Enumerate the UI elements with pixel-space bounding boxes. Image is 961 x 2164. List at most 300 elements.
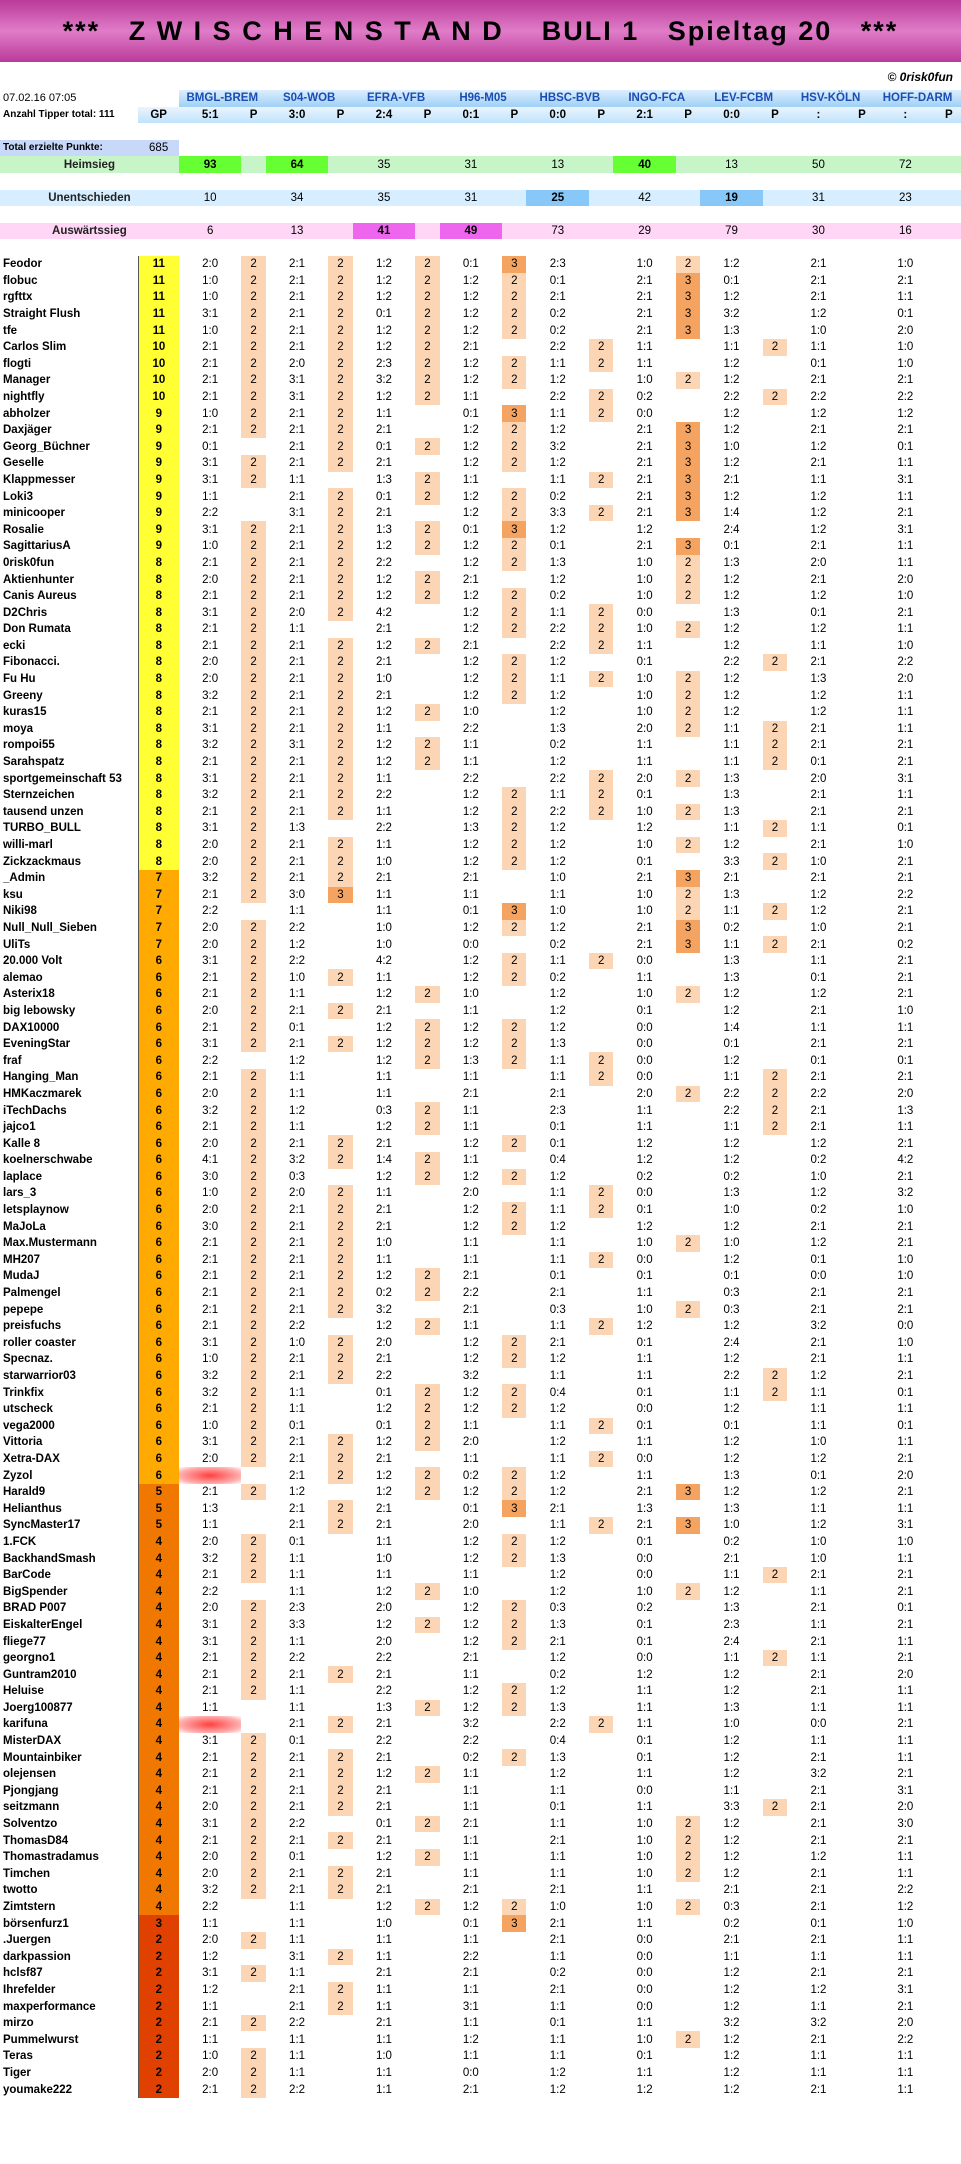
player-tip: 2:1 — [289, 1768, 306, 1781]
player-tip: 1:1 — [202, 2033, 219, 2046]
player-tip: 0:3 — [723, 1303, 740, 1316]
player-points: 2 — [241, 1152, 265, 1169]
player-tip: 1:3 — [549, 1552, 566, 1565]
player-tip: 1:1 — [289, 2050, 306, 2063]
player-tip: 1:1 — [636, 1685, 653, 1698]
player-points — [502, 1069, 526, 1086]
player-points — [937, 1783, 961, 1800]
player-row — [0, 1252, 961, 1269]
player-name: Sternzeichen — [3, 789, 75, 802]
player-points — [850, 1102, 874, 1119]
player-tip: 2:1 — [549, 1287, 566, 1300]
player-tip: 2:1 — [289, 2000, 306, 2013]
player-points — [415, 870, 439, 887]
player-points — [502, 936, 526, 953]
player-tip: 0:1 — [810, 1054, 827, 1067]
player-points — [589, 853, 613, 870]
player-tip: 1:1 — [897, 1552, 914, 1565]
player-points — [415, 936, 439, 953]
player-tip: 2:1 — [636, 921, 653, 934]
player-points — [415, 1135, 439, 1152]
player-tip: 1:1 — [897, 1950, 914, 1963]
player-tip: 3:1 — [897, 473, 914, 486]
player-points — [676, 1733, 700, 1750]
player-tip: 0:1 — [636, 1751, 653, 1764]
player-points: 2 — [241, 1749, 265, 1766]
player-tip: 2:4 — [723, 1635, 740, 1648]
player-tip: 1:0 — [636, 1818, 653, 1831]
player-points — [589, 521, 613, 538]
player-tip: 1:1 — [810, 1386, 827, 1399]
player-tip: 1:0 — [636, 590, 653, 603]
player-name: BigSpender — [3, 1585, 68, 1598]
player-tip: 1:1 — [462, 1071, 479, 1084]
player-tip: 1:1 — [810, 639, 827, 652]
player-points — [589, 1368, 613, 1385]
player-points — [937, 356, 961, 373]
player-points — [589, 986, 613, 1003]
player-tip: 3:1 — [202, 606, 219, 619]
player-tip: 0:0 — [636, 1452, 653, 1465]
player-name: flobuc — [3, 274, 38, 287]
player-tip: 2:2 — [289, 955, 306, 968]
player-tip: 1:2 — [375, 1901, 392, 1914]
player-points: 3 — [676, 870, 700, 887]
player-tip: 2:0 — [897, 324, 914, 337]
player-tip: 2:1 — [636, 440, 653, 453]
player-points — [415, 1534, 439, 1551]
player-points: 2 — [241, 1368, 265, 1385]
player-tip: 2:1 — [202, 888, 219, 901]
player-points: 2 — [328, 1949, 352, 1966]
player-gp: 8 — [138, 654, 178, 671]
player-points: 2 — [502, 538, 526, 555]
player-tip: 1:1 — [810, 1502, 827, 1515]
player-points — [850, 1617, 874, 1634]
player-points: 2 — [241, 588, 265, 605]
player-points — [415, 969, 439, 986]
player-gp: 2 — [138, 1982, 178, 1999]
player-gp: 4 — [138, 1700, 178, 1717]
player-points — [415, 1799, 439, 1816]
player-row — [0, 1766, 961, 1783]
player-row — [0, 1517, 961, 1534]
player-name: .Juergen — [3, 1934, 51, 1947]
player-row — [0, 256, 961, 273]
player-points — [328, 820, 352, 837]
player-tip: 2:1 — [810, 1834, 827, 1847]
player-tip: 2:2 — [462, 772, 479, 785]
player-points — [763, 638, 787, 655]
player-points: 2 — [502, 306, 526, 323]
player-tip: 2:1 — [375, 1668, 392, 1681]
player-points — [937, 2048, 961, 2065]
player-tip: 2:1 — [897, 988, 914, 1001]
player-tip: 2:1 — [897, 1585, 914, 1598]
player-points — [415, 853, 439, 870]
player-tip: 0:3 — [723, 1901, 740, 1914]
player-tip: 2:2 — [289, 1320, 306, 1333]
player-points — [850, 1401, 874, 1418]
player-points — [328, 1384, 352, 1401]
player-points — [763, 2065, 787, 2082]
player-tip: 2:1 — [375, 1801, 392, 1814]
player-tip: 1:1 — [723, 905, 740, 918]
player-tip: 1:1 — [462, 1452, 479, 1465]
player-name: EiskalterEngel — [3, 1618, 83, 1631]
player-points: 2 — [415, 1583, 439, 1600]
player-points — [415, 2015, 439, 2032]
player-points — [763, 1534, 787, 1551]
player-tip: 2:1 — [897, 424, 914, 437]
player-points: 2 — [328, 289, 352, 306]
player-tip: 2:1 — [636, 424, 653, 437]
player-points — [763, 2048, 787, 2065]
player-tip: 2:0 — [289, 606, 306, 619]
player-points — [850, 1451, 874, 1468]
player-name: ksu — [3, 888, 23, 901]
player-tip: 1:2 — [897, 407, 914, 420]
player-tip: 1:1 — [810, 2000, 827, 2013]
player-name: Georg_Büchner — [3, 440, 90, 453]
player-points: 2 — [676, 804, 700, 821]
player-tip: 2:0 — [202, 1801, 219, 1814]
player-points — [676, 1998, 700, 2015]
player-tip: 2:1 — [202, 756, 219, 769]
player-row — [0, 1583, 961, 1600]
player-points — [589, 1949, 613, 1966]
player-points: 2 — [328, 1235, 352, 1252]
player-points: 2 — [676, 1583, 700, 1600]
player-points — [415, 770, 439, 787]
player-points — [763, 887, 787, 904]
player-points — [328, 953, 352, 970]
player-tip: 3:1 — [462, 2000, 479, 2013]
player-tip: 1:2 — [549, 1436, 566, 1449]
player-points: 2 — [415, 438, 439, 455]
player-points — [328, 2031, 352, 2048]
player-tip: 1:1 — [289, 1087, 306, 1100]
player-points — [763, 2081, 787, 2098]
player-points — [589, 588, 613, 605]
player-tip: 3:1 — [202, 822, 219, 835]
player-points — [937, 1700, 961, 1717]
player-tip: 2:3 — [723, 1618, 740, 1631]
player-tip: 2:1 — [810, 722, 827, 735]
player-points — [589, 1401, 613, 1418]
stats-pad — [502, 156, 526, 173]
player-points — [850, 1384, 874, 1401]
player-points — [676, 339, 700, 356]
player-tip: 1:2 — [723, 1486, 740, 1499]
player-tip: 2:1 — [810, 1353, 827, 1366]
player-tip: 2:0 — [202, 673, 219, 686]
player-points — [589, 2015, 613, 2032]
player-tip: 1:1 — [202, 1917, 219, 1930]
player-tip: 1:2 — [549, 855, 566, 868]
player-tip: 1:1 — [897, 623, 914, 636]
stats-value: 41 — [353, 223, 416, 240]
player-tip: 2:1 — [810, 258, 827, 271]
player-tip: 1:3 — [549, 1751, 566, 1764]
player-gp: 2 — [138, 1965, 178, 1982]
player-tip: 2:2 — [375, 1370, 392, 1383]
player-points — [415, 1185, 439, 1202]
player-points: 2 — [502, 1401, 526, 1418]
player-points — [241, 1899, 265, 1916]
player-tip: 1:2 — [723, 357, 740, 370]
player-tip: 1:1 — [375, 805, 392, 818]
player-name: Solventzo — [3, 1818, 58, 1831]
player-points: 2 — [241, 1733, 265, 1750]
player-tip: 2:2 — [723, 1087, 740, 1100]
player-points — [589, 721, 613, 738]
player-points: 2 — [241, 953, 265, 970]
player-points: 2 — [415, 472, 439, 489]
player-tip: 1:2 — [375, 573, 392, 586]
player-points — [676, 1335, 700, 1352]
player-tip: 2:1 — [810, 1867, 827, 1880]
player-row — [0, 1816, 961, 1833]
player-tip: 1:2 — [723, 1768, 740, 1781]
player-tip: 2:1 — [202, 1287, 219, 1300]
stats-pad — [763, 156, 787, 173]
player-points — [502, 1783, 526, 1800]
player-row — [0, 289, 961, 306]
player-row — [0, 2048, 961, 2065]
player-points — [502, 1949, 526, 1966]
player-points: 2 — [241, 1268, 265, 1285]
player-tip: 4:2 — [897, 1154, 914, 1167]
player-points — [763, 273, 787, 290]
player-points: 2 — [415, 1268, 439, 1285]
player-tip: 4:2 — [375, 606, 392, 619]
player-tip: 1:1 — [549, 955, 566, 968]
player-gp: 7 — [138, 887, 178, 904]
player-tip: 1:1 — [723, 1569, 740, 1582]
player-points — [589, 837, 613, 854]
player-points — [850, 1998, 874, 2015]
player-points — [328, 1700, 352, 1717]
player-gp: 4 — [138, 1749, 178, 1766]
player-points — [328, 1915, 352, 1932]
player-tip: 0:1 — [375, 308, 392, 321]
player-points — [937, 588, 961, 605]
player-tip: 1:2 — [375, 1121, 392, 1134]
player-tip: 1:0 — [289, 971, 306, 984]
player-points — [676, 1716, 700, 1733]
player-points: 2 — [502, 372, 526, 389]
player-points — [676, 1749, 700, 1766]
stats-pad — [937, 190, 961, 207]
empty-cell — [526, 140, 589, 157]
player-name: Don Rumata — [3, 623, 71, 636]
player-row — [0, 969, 961, 986]
player-row — [0, 389, 961, 406]
player-tip: 1:1 — [723, 1652, 740, 1665]
player-tip: 1:1 — [375, 2066, 392, 2079]
player-tip: 0:2 — [549, 971, 566, 984]
player-gp: 6 — [138, 1318, 178, 1335]
player-points — [676, 1965, 700, 1982]
player-points: 2 — [415, 389, 439, 406]
player-points — [763, 953, 787, 970]
player-tip: 1:1 — [810, 473, 827, 486]
player-tip: 1:1 — [810, 1021, 827, 1034]
player-gp: 4 — [138, 1766, 178, 1783]
player-gp: 2 — [138, 1949, 178, 1966]
player-points — [850, 737, 874, 754]
player-tip: 1:0 — [636, 623, 653, 636]
stats-pad — [415, 156, 439, 173]
player-name: D2Chris — [3, 606, 48, 619]
player-tip: 1:2 — [723, 1220, 740, 1233]
player-points — [676, 1617, 700, 1634]
player-tip: 2:1 — [289, 756, 306, 769]
player-tip: 2:1 — [202, 1668, 219, 1681]
player-points — [241, 438, 265, 455]
player-points — [937, 969, 961, 986]
player-tip: 2:1 — [375, 689, 392, 702]
player-points — [850, 588, 874, 605]
player-points: 2 — [241, 986, 265, 1003]
player-name: Tiger — [3, 2066, 31, 2079]
player-points — [502, 1517, 526, 1534]
player-tip: 1:1 — [897, 689, 914, 702]
player-points — [589, 1932, 613, 1949]
match-name: HOFF-DARM — [874, 90, 961, 107]
player-tip: 1:1 — [549, 789, 566, 802]
player-points — [589, 820, 613, 837]
player-tip: 1:1 — [897, 2066, 914, 2079]
player-points: 2 — [763, 389, 787, 406]
player-points: 2 — [763, 721, 787, 738]
player-tip: 1:2 — [723, 291, 740, 304]
stats-value: 10 — [179, 190, 242, 207]
player-tip: 1:1 — [897, 2050, 914, 2063]
player-points — [589, 887, 613, 904]
player-points — [241, 1467, 265, 1484]
player-tip: 0:1 — [375, 490, 392, 503]
player-points — [850, 405, 874, 422]
player-name: Feodor — [3, 258, 42, 271]
player-tip: 1:3 — [897, 1104, 914, 1117]
player-tip: 0:2 — [636, 1170, 653, 1183]
player-tip: 1:1 — [375, 407, 392, 420]
player-points — [937, 1235, 961, 1252]
player-tip: 0:2 — [549, 1668, 566, 1681]
player-tip: 1:1 — [897, 556, 914, 569]
player-points — [850, 969, 874, 986]
player-points: 2 — [328, 538, 352, 555]
player-points — [415, 787, 439, 804]
player-row — [0, 339, 961, 356]
stats-pad — [676, 223, 700, 240]
player-tip: 1:2 — [375, 1403, 392, 1416]
player-name: Hanging_Man — [3, 1071, 79, 1084]
player-gp: 10 — [138, 339, 178, 356]
player-points: 2 — [241, 837, 265, 854]
player-tip: 0:1 — [636, 1270, 653, 1283]
player-tip: 0:1 — [636, 1336, 653, 1349]
stats-value: 49 — [440, 223, 503, 240]
player-tip: 2:0 — [202, 1087, 219, 1100]
player-points — [937, 1484, 961, 1501]
player-points: 2 — [763, 1650, 787, 1667]
player-tip: 1:1 — [462, 1668, 479, 1681]
player-tip: 1:1 — [375, 971, 392, 984]
player-points — [328, 1965, 352, 1982]
player-tip: 2:2 — [549, 772, 566, 785]
player-tip: 1:3 — [375, 473, 392, 486]
player-tip: 1:1 — [636, 357, 653, 370]
player-tip: 1:1 — [810, 1403, 827, 1416]
player-tip: 1:2 — [375, 1436, 392, 1449]
player-row — [0, 505, 961, 522]
player-tip: 1:1 — [462, 1121, 479, 1134]
player-tip: 1:2 — [289, 1104, 306, 1117]
player-tip — [179, 1716, 242, 1733]
player-points — [676, 754, 700, 771]
player-points: 2 — [676, 986, 700, 1003]
player-tip: 3:1 — [202, 1635, 219, 1648]
player-points — [937, 1202, 961, 1219]
player-tip: 0:1 — [636, 1204, 653, 1217]
player-points — [589, 2048, 613, 2065]
player-tip: 1:2 — [636, 1320, 653, 1333]
player-tip: 0:0 — [636, 955, 653, 968]
player-points: 2 — [502, 322, 526, 339]
player-gp: 7 — [138, 920, 178, 937]
player-points — [676, 953, 700, 970]
player-tip: 1:1 — [462, 1419, 479, 1432]
player-points — [676, 1102, 700, 1119]
player-gp: 8 — [138, 820, 178, 837]
player-tip: 1:1 — [810, 1419, 827, 1432]
player-tip: 1:1 — [636, 1436, 653, 1449]
player-points — [763, 1783, 787, 1800]
player-tip: 1:2 — [549, 1170, 566, 1183]
player-tip: 1:2 — [462, 673, 479, 686]
player-gp: 8 — [138, 770, 178, 787]
player-row — [0, 787, 961, 804]
player-tip: 2:1 — [289, 590, 306, 603]
player-points — [415, 422, 439, 439]
player-points — [589, 1102, 613, 1119]
player-tip: 0:1 — [897, 822, 914, 835]
player-gp: 6 — [138, 1036, 178, 1053]
stats-pad — [415, 223, 439, 240]
player-tip: 1:1 — [636, 1121, 653, 1134]
player-name: rgfttx — [3, 291, 33, 304]
player-points: 2 — [502, 853, 526, 870]
player-points: 2 — [502, 455, 526, 472]
player-points — [937, 1252, 961, 1269]
player-tip: 1:1 — [723, 1784, 740, 1797]
player-gp: 9 — [138, 455, 178, 472]
player-name: Xetra-DAX — [3, 1452, 60, 1465]
player-tip: 2:0 — [202, 656, 219, 669]
player-points: 2 — [502, 837, 526, 854]
player-points: 2 — [241, 1434, 265, 1451]
player-tip: 2:1 — [289, 1502, 306, 1515]
points-header: P — [850, 107, 874, 124]
player-points — [676, 1169, 700, 1186]
player-points — [763, 1052, 787, 1069]
player-gp: 10 — [138, 372, 178, 389]
player-points — [850, 455, 874, 472]
player-gp: 6 — [138, 953, 178, 970]
